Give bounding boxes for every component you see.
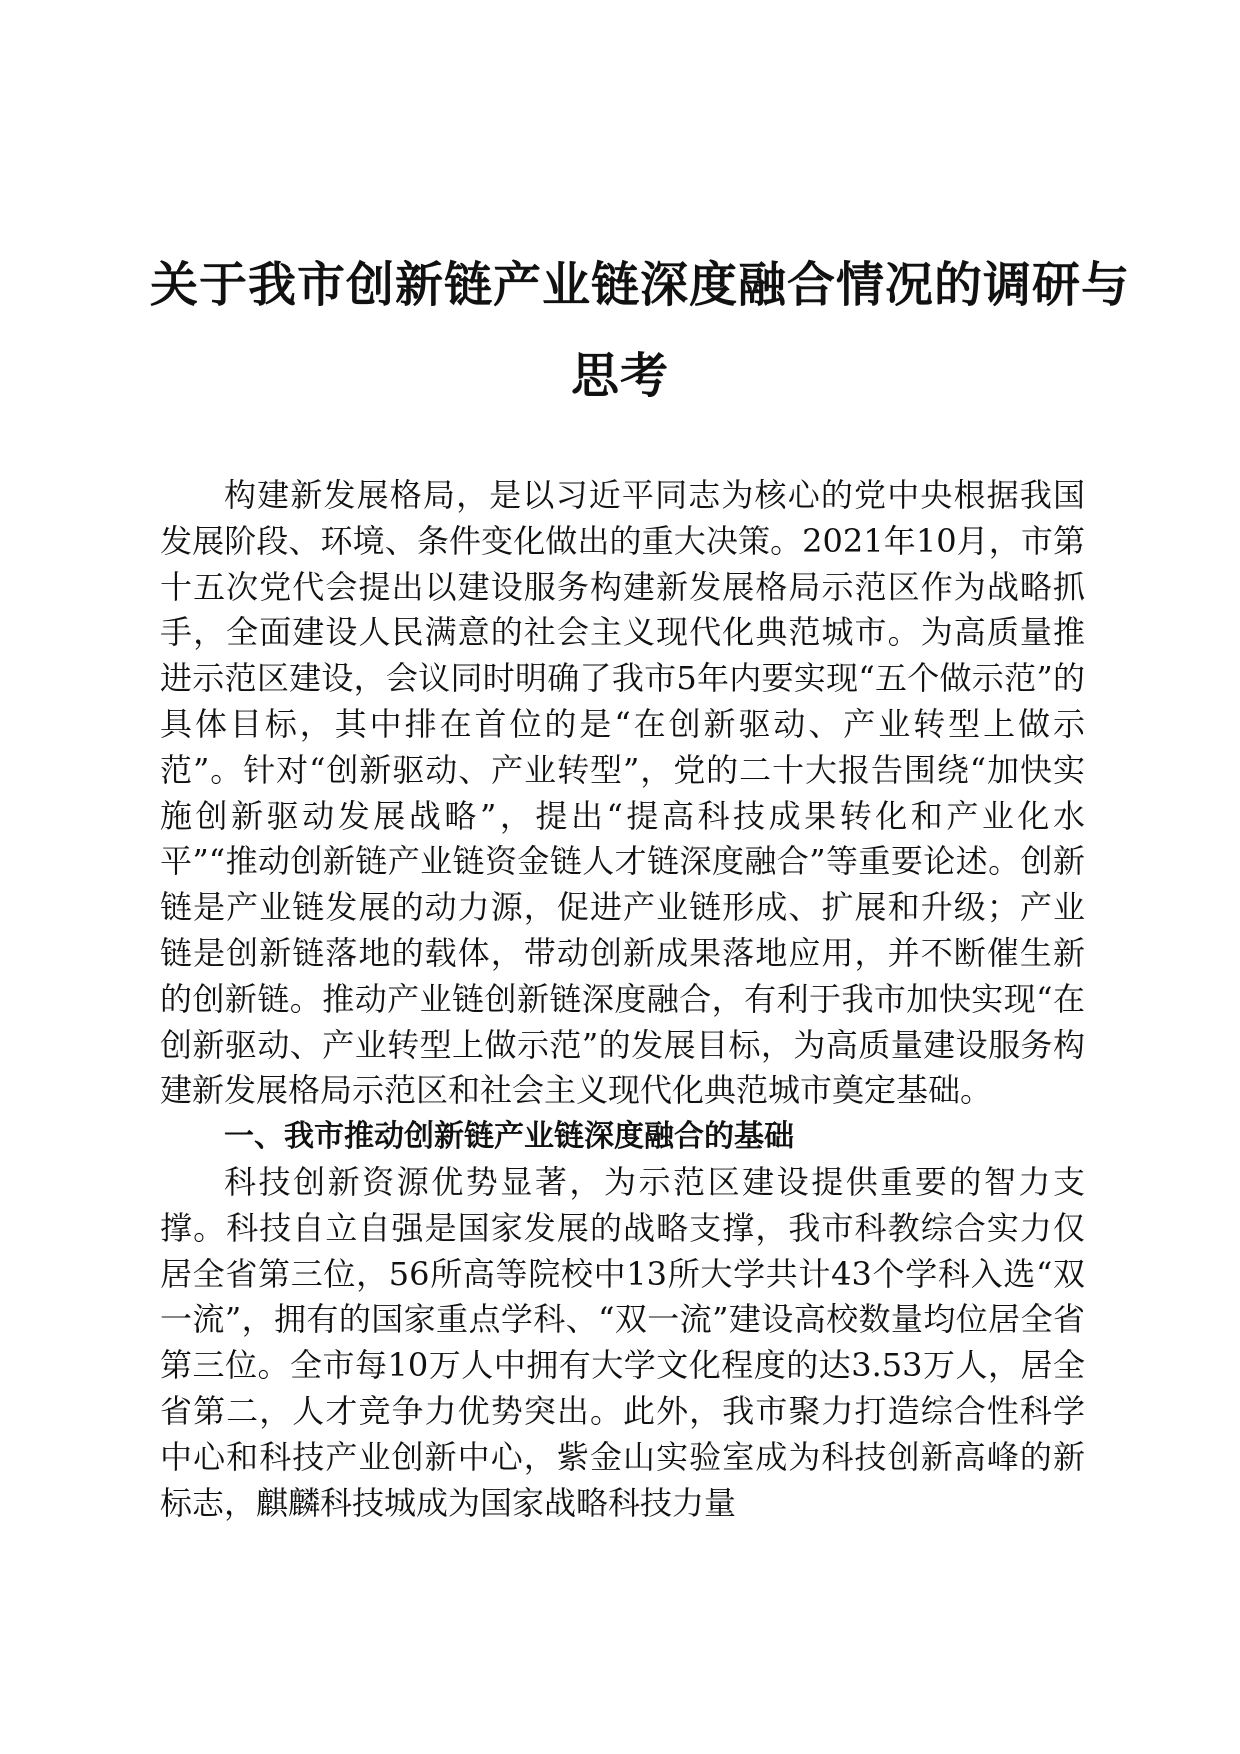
document-title-line-2: 思考	[570, 348, 669, 404]
section-1-paragraph: 科技创新资源优势显著，为示范区建设提供重要的智力支撑。科技自立自强是国家发展的战略支撑，我市科教综合实力仅居全省第三位，56所高等院校中13所大学共计43个学科入选“双一流”，拥有的国家重点学科、“双一流”建设高校数量均位居全省第三位。全市每10万人中拥有大学文化程度的达3.53万人，居全省第二，人才竞争力优势突出。此外，我市聚力打造综合性科学中心和科技产业创新中心，紫金山实验室成为科技创新高峰的新标志，麒麟科技城成为国家战略科技力量	[160, 1162, 1085, 1522]
document-title-line-1: 关于我市创新链产业链深度融合情况的调研与	[150, 257, 1131, 313]
document-body	[160, 473, 1085, 1526]
intro-paragraph: 构建新发展格局，是以习近平同志为核心的党中央根据我国发展阶段、环境、条件变化做出的重大决策。2021年10月，市第十五次党代会提出以建设服务构建新发展格局示范区作为战略抓手，全面建设人民满意的社会主义现代化典范城市。为高质量推进示范区建设，会议同时明确了我市5年内要实现“五个做示范”的具体目标，其中排在首位的是“在创新驱动、产业转型上做示范”。针对“创新驱动、产业转型”，党的二十大报告围绕“加快实施创新驱动发展战略”，提出“提高科技成果转化和产业化水平”“推动创新链产业链资金链人才链深度融合”等重要论述。创新链是产业链发展的动力源，促进产业链形成、扩展和升级；产业链是创新链落地的载体，带动创新成果落地应用，并不断催生新的创新链。推动产业链创新链深度融合，有利于我市加快实现“在创新驱动、产业转型上做示范”的发展目标，为高质量建设服务构建新发展格局示范区和社会主义现代化典范城市奠定基础。	[160, 476, 1085, 1110]
section-heading-1: 一、我市推动创新链产业链深度融合的基础	[224, 1119, 794, 1155]
